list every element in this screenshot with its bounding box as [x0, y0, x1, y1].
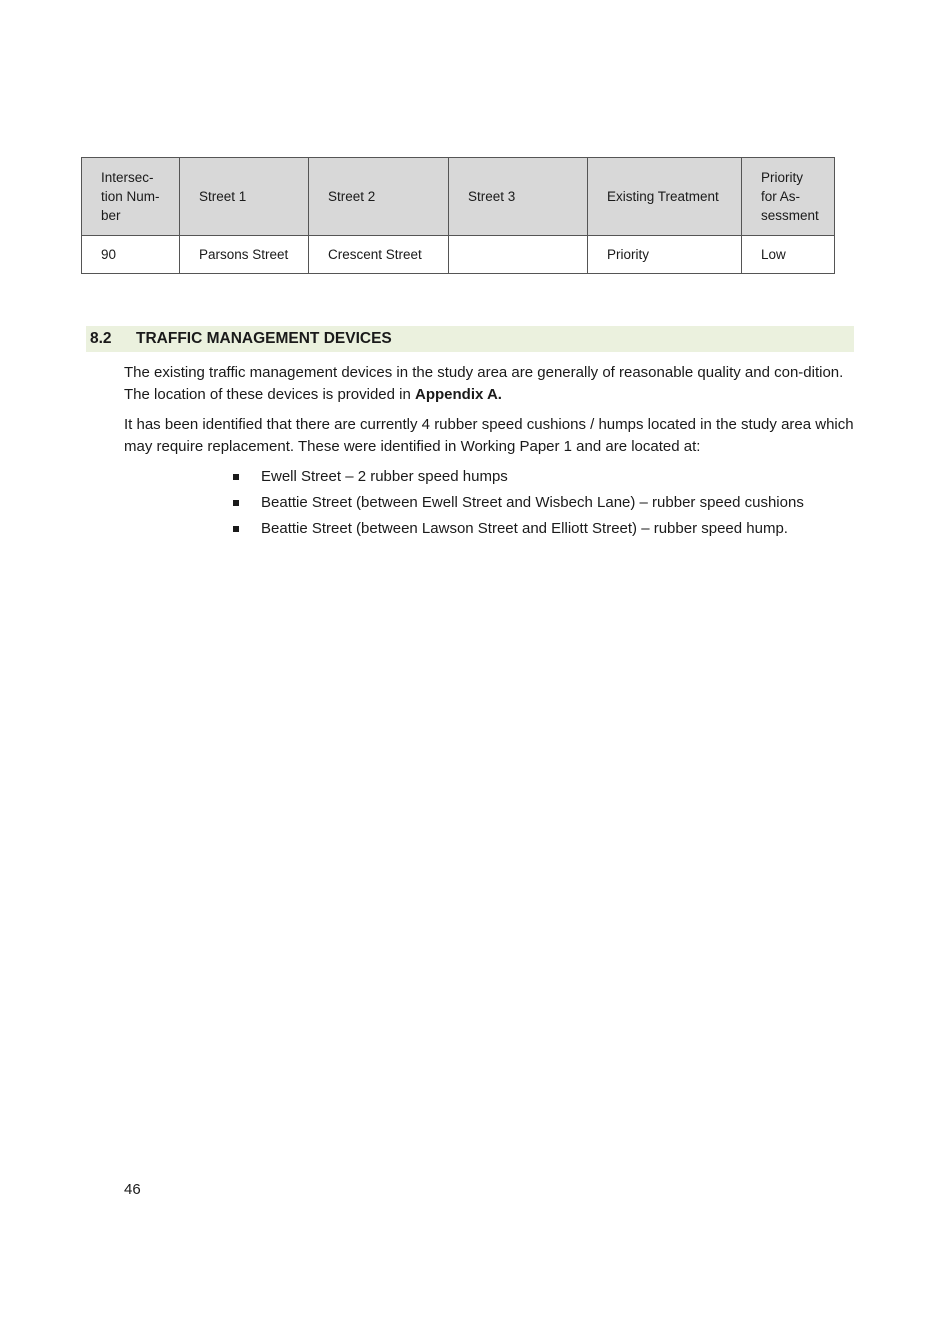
paragraph-speed-cushions — [124, 414, 854, 457]
section-number: 8.2 — [90, 330, 112, 347]
cell-street-3 — [449, 236, 588, 274]
intersection-table — [81, 157, 835, 274]
cell-priority: Low — [742, 236, 835, 274]
square-bullet-icon — [233, 474, 239, 480]
list-item — [233, 516, 804, 542]
section-title: TRAFFIC MANAGEMENT DEVICES — [136, 330, 392, 347]
header-existing-treatment: Existing Treatment — [588, 158, 742, 236]
table-header-row — [82, 158, 835, 236]
paragraph-devices-condition — [124, 362, 854, 405]
paragraph-text: The existing traffic management devices in the study area are generally of reasonable quality and con-dition. The location of these devices is provided in — [124, 364, 844, 403]
cell-street-1: Parsons Street — [180, 236, 309, 274]
locations-list — [233, 464, 804, 542]
list-item — [233, 490, 804, 516]
section-heading — [86, 326, 854, 352]
header-intersection-number: Intersec- tion Num- ber — [82, 158, 180, 236]
list-item-text: Beattie Street (between Ewell Street and Wisbech Lane) – rubber speed cushions — [261, 494, 804, 511]
header-street-3: Street 3 — [449, 158, 588, 236]
square-bullet-icon — [233, 526, 239, 532]
table-row — [82, 236, 835, 274]
page-number: 46 — [124, 1181, 141, 1198]
cell-intersection-number: 90 — [82, 236, 180, 274]
header-street-1: Street 1 — [180, 158, 309, 236]
cell-existing-treatment: Priority — [588, 236, 742, 274]
list-item — [233, 464, 804, 490]
square-bullet-icon — [233, 500, 239, 506]
paragraph-text: It has been identified that there are currently 4 rubber speed cushions / humps located in the study area which may require replacement. These were identified in Working Paper 1 and are located at: — [124, 416, 854, 455]
cell-street-2: Crescent Street — [309, 236, 449, 274]
header-street-2: Street 2 — [309, 158, 449, 236]
header-priority-for-assessment: Priority for As- sessment — [742, 158, 835, 236]
appendix-reference: Appendix A. — [415, 385, 502, 403]
list-item-text: Ewell Street – 2 rubber speed humps — [261, 468, 508, 485]
list-item-text: Beattie Street (between Lawson Street and Elliott Street) – rubber speed hump. — [261, 520, 788, 537]
